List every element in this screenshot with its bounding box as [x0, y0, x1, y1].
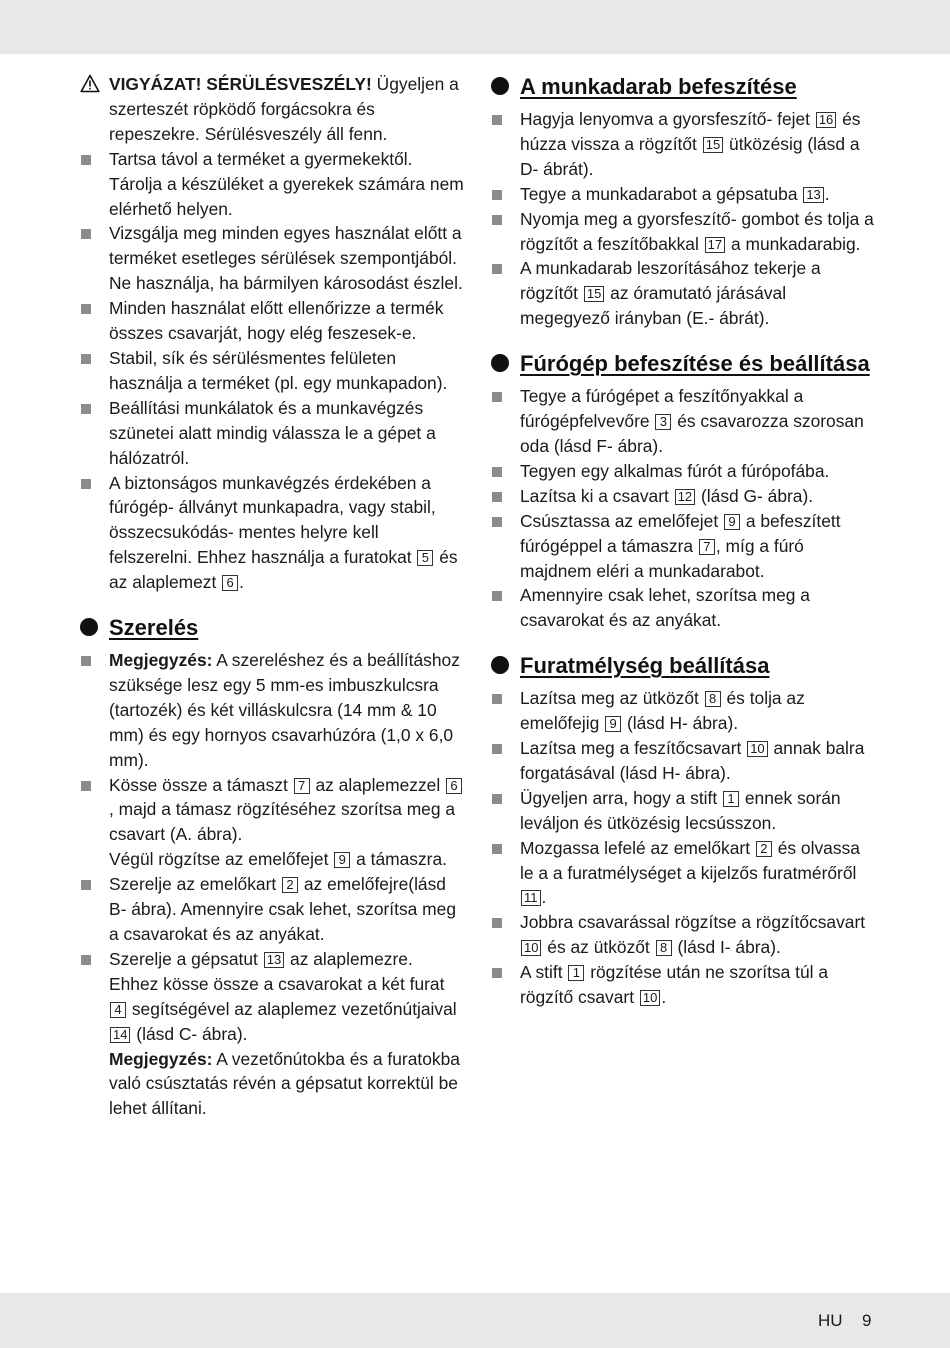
- item-text: [109, 298, 443, 343]
- list-item: [491, 459, 876, 484]
- square-bullet-icon: [492, 492, 502, 502]
- square-bullet-icon: [81, 479, 91, 489]
- text-run: (lásd H- ábra).: [622, 713, 739, 734]
- text-run: .: [239, 572, 244, 593]
- item-text: [520, 486, 813, 506]
- section-title: [520, 351, 870, 376]
- section-title: [520, 653, 769, 678]
- list-item: [80, 221, 465, 296]
- part-number-ref: 10: [640, 990, 660, 1006]
- square-bullet-icon: [81, 781, 91, 791]
- text-run: A szereléshez és a beállításhoz szüksége lesz egy 5 mm-es imbuszkulcsra (tartozék) és két villáskulcsra (14 mm & 10 mm) és egy hornyos csavarhúzóra (1,0 x 6,0 mm).: [109, 650, 460, 770]
- item-text: [109, 650, 460, 770]
- square-bullet-icon: [492, 215, 502, 225]
- text-run: Vizsgálja meg minden egyes használat előtt a terméket esetleges sérülések szempontjából. Ne használja, ha bármilyen károsodást észlel.: [109, 223, 463, 294]
- item-text: [520, 461, 829, 481]
- text-run: ennek során leváljon és ütközésig lecsússzon.: [520, 787, 841, 833]
- item-text: [109, 398, 436, 468]
- square-bullet-icon: [492, 591, 502, 601]
- text-run: és húzza vissza a rögzítőt: [520, 109, 861, 154]
- part-number-ref: 2: [282, 877, 298, 893]
- text-run: A biztonságos munkavégzés érdekében a fúrógép- állványt munkapadra, vagy stabil, összecsukódás- mentes helyre kell felszerelni. Ehhez használja a furatokat: [109, 472, 436, 568]
- text-run: (lásd G- ábra).: [696, 485, 814, 506]
- item-text: [520, 386, 864, 456]
- text-run: és az ütközőt: [542, 937, 655, 958]
- part-number-ref: 9: [605, 716, 621, 732]
- text-run: (lásd I- ábra).: [672, 937, 781, 958]
- list-item: [491, 509, 876, 584]
- footer-language: HU: [818, 1311, 843, 1330]
- section-heading: [491, 72, 876, 101]
- list-item: [491, 786, 876, 836]
- part-number-ref: 11: [521, 890, 541, 906]
- list-item: [80, 396, 465, 471]
- text-run: Szerelés: [109, 615, 199, 641]
- text-run: A stift: [520, 962, 568, 983]
- text-run: és tolja az emelőfejig: [520, 688, 805, 734]
- text-run: és csavarozza szorosan oda (lásd F- ábra).: [520, 411, 864, 456]
- item-text: [520, 688, 805, 733]
- square-bullet-icon: [81, 304, 91, 314]
- text-run: Tartsa távol a terméket a gyermekektől. Tárolja a készüléket a gyerekek számára nem elérhető helyen.: [109, 148, 464, 219]
- square-bullet-icon: [81, 229, 91, 239]
- square-bullet-icon: [81, 155, 91, 165]
- text-run: Csúsztassa az emelőfejet: [520, 510, 723, 531]
- text-run: Hagyja lenyomva a gyorsfeszítő- fejet: [520, 109, 815, 129]
- item-text: [520, 209, 874, 254]
- section-bullet-icon: [491, 354, 509, 372]
- item-text: [109, 149, 464, 219]
- text-run: Furatmélység beállítása: [520, 653, 770, 679]
- item-text: [109, 874, 456, 944]
- list-item-continuation: [80, 1047, 465, 1122]
- square-bullet-icon: [81, 880, 91, 890]
- list-item: [80, 296, 465, 346]
- text-run: Tegyen egy alkalmas fúrót a fúrópofába.: [520, 460, 830, 481]
- warning-item: [80, 72, 465, 147]
- section-bullet-icon: [80, 618, 98, 636]
- list-item: [491, 583, 876, 633]
- list-item: [491, 960, 876, 1010]
- square-bullet-icon: [81, 354, 91, 364]
- square-bullet-icon: [492, 844, 502, 854]
- item-text: [109, 74, 459, 144]
- list-item: [80, 773, 465, 848]
- text-run: Tegye a munkadarabot a gépsatuba: [520, 183, 803, 204]
- warning-triangle-icon: [80, 74, 100, 93]
- text-run: .: [824, 183, 830, 204]
- list-item: [491, 207, 876, 257]
- item-text: [520, 109, 860, 179]
- list-item: [491, 910, 876, 960]
- text-run: Szerelje a gépsatut: [109, 948, 263, 969]
- text-run: rögzítése után ne szorítsa túl a rögzítő csavart: [520, 962, 828, 1008]
- text-run: .: [661, 987, 667, 1008]
- section-title: [520, 74, 797, 99]
- text-run: , majd a támasz rögzítéséhez szorítsa meg a csavart (A. ábra).: [109, 799, 456, 845]
- part-number-ref: 3: [655, 414, 671, 430]
- text-run: Lazítsa meg az ütközőt: [520, 688, 704, 709]
- text-run: , míg a fúró majdnem eléri a munkadarabot.: [520, 535, 804, 581]
- list-item: [491, 836, 876, 911]
- text-run: az alaplemezzel: [310, 774, 446, 795]
- square-bullet-icon: [492, 115, 502, 125]
- text-run: a munkadarabig.: [726, 233, 861, 254]
- part-number-ref: 13: [803, 187, 823, 203]
- list-item: [491, 484, 876, 509]
- list-item: [80, 872, 465, 947]
- text-run: Ügyeljen a szerteszét röpködő forgácsokra és repeszekre. Sérülésveszély áll fenn.: [109, 74, 459, 144]
- text-run: és olvassa le a a furatmélységet a kijelzős furatmérőről: [520, 837, 860, 883]
- text-run: (lásd C- ábra).: [131, 1023, 248, 1044]
- part-number-ref: 13: [264, 952, 284, 968]
- part-number-ref: 2: [756, 841, 772, 857]
- item-text: [520, 738, 864, 783]
- text-run: Lazítsa meg a feszítőcsavart: [520, 738, 747, 759]
- text-run: Jobbra csavarással rögzítse a rögzítőcsavart: [520, 912, 866, 933]
- text-run: Fúrógép befeszítése és beállítása: [520, 351, 870, 377]
- item-text: [520, 962, 828, 1007]
- text-run: Kösse össze a támaszt: [109, 774, 293, 795]
- square-bullet-icon: [492, 968, 502, 978]
- part-number-ref: 14: [110, 1027, 130, 1043]
- square-bullet-icon: [492, 918, 502, 928]
- text-run: A munkadarab leszorításához tekerje a rögzítőt: [520, 258, 821, 304]
- list-item: [80, 147, 465, 222]
- square-bullet-icon: [492, 517, 502, 527]
- section-title: [109, 615, 198, 640]
- square-bullet-icon: [492, 190, 502, 200]
- item-text: [109, 949, 457, 1044]
- bold-label: VIGYÁZAT! SÉRÜLÉSVESZÉLY!: [109, 74, 372, 94]
- part-number-ref: 7: [699, 539, 715, 555]
- text-run: segítségével az alaplemez vezetőnútjaival: [127, 998, 457, 1019]
- text-run: Végül rögzítse az emelőfejet: [109, 849, 334, 870]
- square-bullet-icon: [492, 264, 502, 274]
- part-number-ref: 5: [417, 550, 433, 566]
- left-content: [80, 72, 465, 1121]
- text-run: Mozgassa lefelé az emelőkart: [520, 837, 755, 858]
- right-content: [491, 72, 876, 1010]
- part-number-ref: 8: [705, 691, 721, 707]
- list-item: [491, 182, 876, 207]
- list-item: [491, 686, 876, 736]
- text-run: az emelőfejre(lásd B- ábra). Amennyire csak lehet, szorítsa meg a csavarokat és az anyákat.: [109, 874, 456, 944]
- item-text: [109, 223, 463, 293]
- part-number-ref: 6: [446, 778, 462, 794]
- left-column: [80, 72, 465, 1121]
- text-run: Minden használat előtt ellenőrizze a termék összes csavarját, hogy elég feszesek-e.: [109, 298, 444, 344]
- bold-label: Megjegyzés:: [109, 650, 213, 671]
- section-heading: [491, 349, 876, 378]
- section-bullet-icon: [491, 656, 509, 674]
- list-item: [80, 947, 465, 1047]
- section-heading: [80, 613, 465, 642]
- part-number-ref: 10: [521, 940, 541, 956]
- text-run: a befeszített fúrógéppel a támaszra: [520, 510, 841, 556]
- text-run: az óramutató járásával megegyező irányban (E.- ábrát).: [520, 283, 787, 329]
- square-bullet-icon: [81, 404, 91, 414]
- list-item: [80, 471, 465, 596]
- item-text: [109, 473, 458, 593]
- text-run: és az alaplemezt: [109, 547, 458, 593]
- item-text: [109, 348, 447, 393]
- item-text: [520, 585, 810, 630]
- text-run: Amennyire csak lehet, szorítsa meg a csavarokat és az anyákat.: [520, 585, 810, 631]
- section-bullet-icon: [491, 77, 509, 95]
- bold-label: Megjegyzés:: [109, 1048, 213, 1069]
- square-bullet-icon: [492, 694, 502, 704]
- part-number-ref: 9: [334, 852, 350, 868]
- list-item: [80, 648, 465, 773]
- square-bullet-icon: [81, 656, 91, 666]
- item-text: [109, 1049, 460, 1119]
- section-heading: [491, 651, 876, 680]
- part-number-ref: 9: [724, 514, 740, 530]
- item-text: [520, 511, 841, 581]
- page-footer-bar: [0, 1293, 950, 1348]
- text-run: ütközésig (lásd a D- ábrát).: [520, 133, 860, 179]
- right-column: [491, 72, 876, 1010]
- item-text: [109, 849, 447, 869]
- part-number-ref: 8: [656, 940, 672, 956]
- text-run: Ügyeljen arra, hogy a stift: [520, 787, 723, 808]
- list-item: [491, 107, 876, 182]
- text-run: Stabil, sík és sérülésmentes felületen használja a terméket (pl. egy munkapadon).: [109, 347, 448, 393]
- part-number-ref: 1: [723, 791, 739, 807]
- square-bullet-icon: [492, 392, 502, 402]
- part-number-ref: 6: [222, 575, 238, 591]
- text-run: .: [541, 887, 547, 908]
- text-run: annak balra forgatásával (lásd H- ábra).: [520, 738, 865, 783]
- text-run: az alaplemezre. Ehhez kösse össze a csavarokat a két furat: [109, 948, 445, 994]
- item-text: [520, 184, 830, 204]
- part-number-ref: 7: [294, 778, 310, 794]
- part-number-ref: 15: [584, 286, 604, 302]
- text-run: A vezetőnútokba és a furatokba való csúsztatás révén a gépsatut korrektül be lehet állítani.: [109, 1048, 460, 1119]
- part-number-ref: 10: [747, 741, 767, 757]
- part-number-ref: 1: [568, 965, 584, 981]
- page-header-bar: [0, 0, 950, 54]
- text-run: a támaszra.: [351, 849, 447, 870]
- list-item-continuation: [80, 847, 465, 872]
- text-run: Tegye a fúrógépet a feszítőnyakkal a fúrógépfelvevőre: [520, 386, 804, 432]
- text-run: Beállítási munkálatok és a munkavégzés szünetei alatt mindig válassza le a gépet a hálózatról.: [109, 397, 436, 468]
- square-bullet-icon: [81, 955, 91, 965]
- list-item: [491, 256, 876, 331]
- item-text: [520, 838, 860, 908]
- part-number-ref: 12: [675, 489, 695, 505]
- part-number-ref: 16: [816, 112, 836, 128]
- text-run: A munkadarab befeszítése: [520, 74, 797, 99]
- list-item: [80, 346, 465, 396]
- list-item: [491, 384, 876, 459]
- part-number-ref: 4: [110, 1002, 126, 1018]
- item-text: [520, 912, 865, 957]
- text-run: Szerelje az emelőkart: [109, 874, 282, 895]
- square-bullet-icon: [492, 794, 502, 804]
- square-bullet-icon: [492, 467, 502, 477]
- item-text: [109, 775, 463, 845]
- item-text: [520, 788, 841, 833]
- text-run: Nyomja meg a gyorsfeszítő- gombot és tolja a rögzítőt a feszítőbakkal: [520, 208, 874, 254]
- text-run: Lazítsa ki a csavart: [520, 485, 674, 506]
- item-text: [520, 258, 821, 328]
- square-bullet-icon: [492, 744, 502, 754]
- part-number-ref: 17: [705, 237, 725, 253]
- list-item: [491, 736, 876, 786]
- part-number-ref: 15: [703, 137, 723, 153]
- footer-page-number: 9: [862, 1311, 872, 1330]
